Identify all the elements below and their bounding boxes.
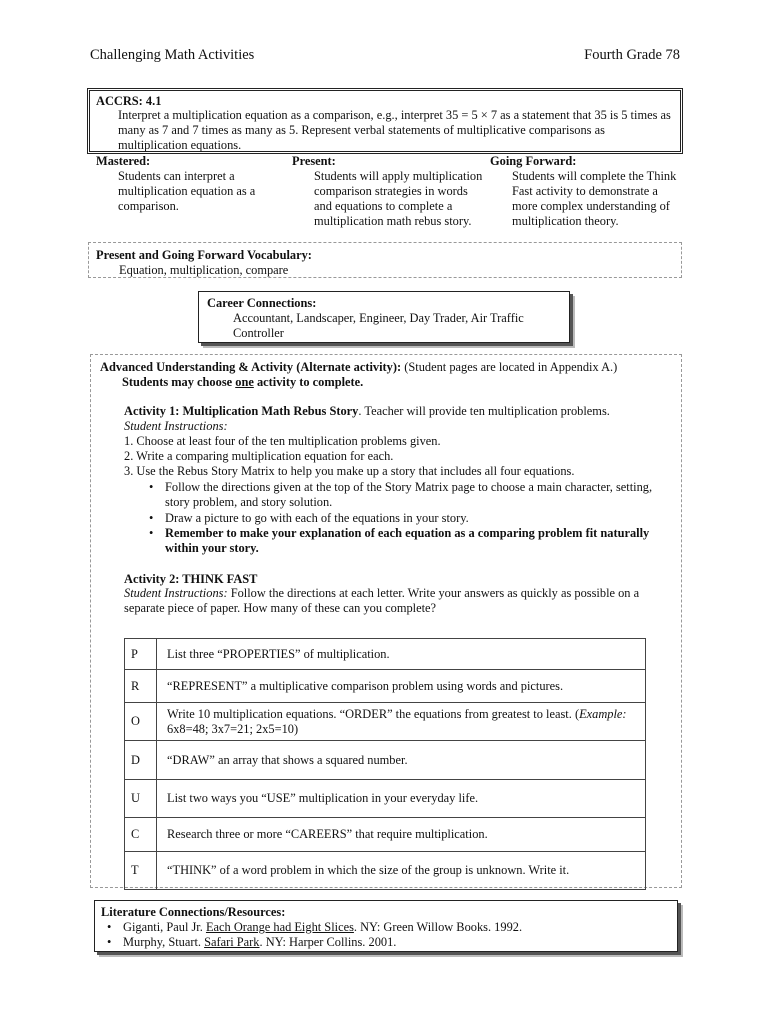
lit-publisher: . NY: Green Willow Books. 1992. (353, 920, 523, 934)
activity1-instructions-label: Student Instructions: (124, 419, 228, 433)
activity1-bullet: • Remember to make your explanation of each equation as a comparing problem fit naturally within your story. (149, 526, 650, 555)
going-forward-title: Going Forward: (490, 154, 577, 168)
activity1-bullet: • Follow the directions given at the top of the Story Matrix page to choose a main character, setting, story problem, and story solution. (149, 480, 653, 509)
row-text: “THINK” of a word problem in which the size of the group is unknown. Write it. (157, 852, 646, 890)
lit-book: Each Orange had Eight Slices (205, 920, 354, 934)
mastered-text: Students can interpret a multiplication equation as a comparison. (118, 169, 256, 213)
activity2-instructions-text: Follow the directions at each letter. Write your answers as quickly as possible on a separate piece of paper. How many of these can you complete? (124, 586, 640, 615)
career-box (198, 291, 570, 343)
row-text: List three “PROPERTIES” of multiplication. (157, 639, 646, 670)
table-row (125, 639, 646, 670)
table-row (125, 670, 646, 703)
page-header-title: Challenging Math Activities (90, 47, 255, 63)
activity2-instructions (124, 586, 664, 616)
row-letter: P (125, 639, 157, 670)
standard-box (87, 88, 683, 154)
activity2-instructions-label: Student Instructions: (124, 586, 228, 600)
activity1-step: 2. Write a comparing multiplication equation for each. (124, 449, 394, 463)
table-row (125, 852, 646, 890)
literature-item: • Giganti, Paul Jr. Each Orange had Eight Slices. NY: Green Willow Books. 1992. (107, 920, 523, 934)
row-letter: O (125, 703, 157, 741)
row-letter: R (125, 670, 157, 703)
table-row (125, 780, 646, 818)
row-text: “DRAW” an array that shows a squared number. (157, 741, 646, 780)
advanced-title: Advanced Understanding & Activity (Alternate activity): (100, 360, 402, 374)
lit-publisher: . NY: Harper Collins. 2001. (259, 935, 397, 949)
vocabulary-text: Equation, multiplication, compare (119, 263, 289, 277)
row-letter: U (125, 780, 157, 818)
present-title: Present: (292, 154, 336, 168)
lit-book: Safari Park (204, 935, 260, 949)
bullet-text: Draw a picture to go with each of the equations in your story. (165, 511, 469, 525)
mastered-title: Mastered: (96, 154, 151, 168)
career-title: Career Connections: (207, 296, 317, 310)
vocabulary-title: Present and Going Forward Vocabulary: (96, 248, 312, 262)
activity1-title: Activity 1: Multiplication Math Rebus Story (124, 404, 359, 418)
advanced-heading (100, 360, 675, 375)
going-forward-text: Students will complete the Think Fast activity to demonstrate a more complex understanding of multiplication theory. (512, 169, 677, 228)
table-row (125, 741, 646, 780)
literature-box (94, 900, 678, 952)
row-text: “REPRESENT” a multiplicative comparison problem using words and pictures. (157, 670, 646, 703)
row-text-post: 6x8=48; 3x7=21; 2x5=10) (167, 721, 299, 736)
activity1-intro: . Teacher will provide ten multiplication problems. (358, 404, 610, 418)
lit-author: Giganti, Paul Jr. (123, 920, 206, 934)
activity1-step: 3. Use the Rebus Story Matrix to help you make up a story that includes all four equations. (124, 464, 575, 478)
literature-title: Literature Connections/Resources: (101, 905, 286, 919)
activity1-bullet: • Draw a picture to go with each of the equations in your story. (149, 511, 469, 525)
activity2-title: Activity 2: THINK FAST (124, 572, 258, 586)
row-text-example: Example: (579, 706, 627, 721)
choose-post: activity to complete. (253, 375, 364, 389)
advanced-choose (122, 375, 363, 390)
activity1-heading (124, 404, 684, 419)
advanced-note: (Student pages are located in Appendix A.) (404, 360, 618, 374)
standard-text: Interpret a multiplication equation as a comparison, e.g., interpret 35 = 5 × 7 as a statement that 35 is 5 times as many as 7 and 7 times as many as 5. Represent verbal statements of multiplicative comparisons as multiplication equations. (118, 108, 671, 152)
career-text: Accountant, Landscaper, Engineer, Day Trader, Air Traffic Controller (233, 311, 524, 340)
standard-title: ACCRS: 4.1 (96, 94, 162, 108)
choose-one: one (235, 375, 254, 389)
literature-item: • Murphy, Stuart. Safari Park. NY: Harper Collins. 2001. (107, 935, 397, 949)
activity1-step: 1. Choose at least four of the ten multiplication problems given. (124, 434, 441, 448)
row-letter: T (125, 852, 157, 890)
row-text-pre: Write 10 multiplication equations. “ORDER” the equations from greatest to least. ( (167, 706, 580, 721)
choose-pre: Students may choose (122, 375, 236, 389)
row-text (157, 703, 646, 741)
lit-author: Murphy, Stuart. (123, 935, 205, 949)
present-text: Students will apply multiplication comparison strategies in words and equations to complete a multiplication math rebus story. (314, 169, 483, 228)
row-text: List two ways you “USE” multiplication in your everyday life. (157, 780, 646, 818)
page-header-grade: Fourth Grade 78 (584, 47, 680, 63)
table-row (125, 703, 646, 741)
bullet-text: Remember to make your explanation of each equation as a comparing problem fit naturally within your story. (165, 526, 650, 555)
table-row (125, 818, 646, 852)
think-fast-table (124, 638, 646, 890)
vocabulary-box (88, 242, 682, 278)
row-text: Research three or more “CAREERS” that require multiplication. (157, 818, 646, 852)
row-letter: D (125, 741, 157, 780)
row-letter: C (125, 818, 157, 852)
bullet-text: Follow the directions given at the top of the Story Matrix page to choose a main character, setting, story problem, and story solution. (165, 480, 653, 509)
